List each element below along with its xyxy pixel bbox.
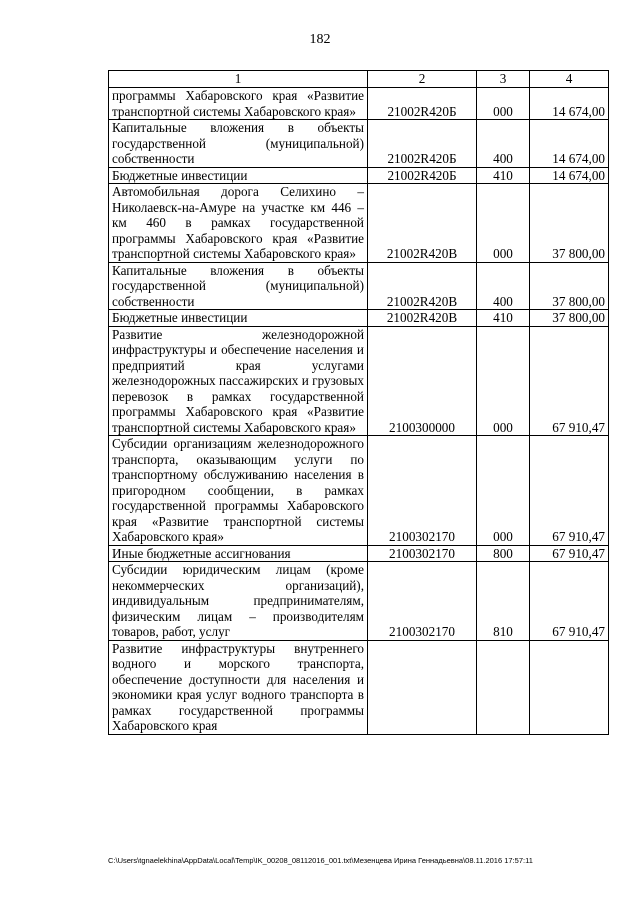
table-row	[109, 88, 609, 120]
row-type-cell	[477, 640, 530, 734]
row-code-cell: 21002R420Б	[368, 120, 477, 168]
row-sum-cell: 37 800,00	[530, 184, 609, 263]
row-name-cell: Развитие железнодорожной инфраструктуры и обеспечение населения и предприятий края услугами железнодорожных пассажирских и грузовых перевозок в рамках государственной программы Хабаровского края «Развитие транспортной системы Хабаровского края»	[109, 326, 368, 436]
row-code-cell: 21002R420Б	[368, 167, 477, 184]
row-code-cell	[368, 640, 477, 734]
table-row	[109, 326, 609, 436]
table-row	[109, 167, 609, 184]
row-type-cell: 400	[477, 120, 530, 168]
table-row	[109, 310, 609, 327]
row-name-cell: Автомобильная дорога Селихино – Николаевск-на-Амуре на участке км 446 – км 460 в рамках государственной программы Хабаровского края «Развитие транспортной системы Хабаровского края»	[109, 184, 368, 263]
table-row	[109, 640, 609, 734]
row-type-cell: 800	[477, 545, 530, 562]
table-row	[109, 436, 609, 546]
row-type-cell: 000	[477, 436, 530, 546]
row-code-cell: 21002R420В	[368, 184, 477, 263]
row-sum-cell: 67 910,47	[530, 436, 609, 546]
row-name-cell: Иные бюджетные ассигнования	[109, 545, 368, 562]
row-sum-cell: 67 910,47	[530, 326, 609, 436]
row-type-cell: 410	[477, 310, 530, 327]
header-col-2: 2	[368, 71, 477, 88]
row-sum-cell: 67 910,47	[530, 562, 609, 641]
table-row	[109, 562, 609, 641]
table-row	[109, 545, 609, 562]
row-name-cell: Субсидии организациям железнодорожного транспорта, оказывающим услуги по транспортному обслуживанию населения в пригородном сообщении, в рамках государственной программы Хабаровского края «Развитие транспортной системы Хабаровского края»	[109, 436, 368, 546]
row-sum-cell: 14 674,00	[530, 120, 609, 168]
table-body	[109, 88, 609, 735]
row-name-cell: Субсидии юридическим лицам (кроме некоммерческих организаций), индивидуальным предпринимателям, физическим лицам – производителям товаров, работ, услуг	[109, 562, 368, 641]
row-name-cell: Бюджетные инвестиции	[109, 310, 368, 327]
row-code-cell: 21002R420В	[368, 262, 477, 310]
row-type-cell: 810	[477, 562, 530, 641]
row-sum-cell: 37 800,00	[530, 262, 609, 310]
row-name-cell: Развитие инфраструктуры внутреннего водного и морского транспорта, обеспечение доступности для населения и экономики края услуг водного транспорта в рамках государственной программы Хабаровского края	[109, 640, 368, 734]
row-name-cell: Бюджетные инвестиции	[109, 167, 368, 184]
table-row	[109, 184, 609, 263]
row-code-cell: 21002R420В	[368, 310, 477, 327]
header-col-4: 4	[530, 71, 609, 88]
row-type-cell: 410	[477, 167, 530, 184]
row-sum-cell: 14 674,00	[530, 88, 609, 120]
row-code-cell: 2100302170	[368, 436, 477, 546]
budget-table	[108, 70, 609, 735]
row-type-cell: 000	[477, 184, 530, 263]
row-name-cell: программы Хабаровского края «Развитие транспортной системы Хабаровского края»	[109, 88, 368, 120]
row-sum-cell: 37 800,00	[530, 310, 609, 327]
row-type-cell: 000	[477, 88, 530, 120]
row-sum-cell	[530, 640, 609, 734]
row-code-cell: 2100302170	[368, 562, 477, 641]
file-path-footer: C:\Users\tgnaelekhina\AppData\Local\Temp\IK_00208_08112016_001.txt\Мезенцева Ирина Геннадьевна\08.11.2016 17:57:11	[108, 856, 533, 865]
header-col-3: 3	[477, 71, 530, 88]
row-sum-cell: 14 674,00	[530, 167, 609, 184]
row-code-cell: 2100302170	[368, 545, 477, 562]
row-name-cell: Капитальные вложения в объекты государственной (муниципальной) собственности	[109, 120, 368, 168]
row-type-cell: 000	[477, 326, 530, 436]
row-sum-cell: 67 910,47	[530, 545, 609, 562]
header-col-1: 1	[109, 71, 368, 88]
row-name-cell: Капитальные вложения в объекты государственной (муниципальной) собственности	[109, 262, 368, 310]
table-row	[109, 262, 609, 310]
table-header-row	[109, 71, 609, 88]
row-type-cell: 400	[477, 262, 530, 310]
page-number: 182	[309, 32, 331, 47]
table-row	[109, 120, 609, 168]
row-code-cell: 21002R420Б	[368, 88, 477, 120]
row-code-cell: 2100300000	[368, 326, 477, 436]
